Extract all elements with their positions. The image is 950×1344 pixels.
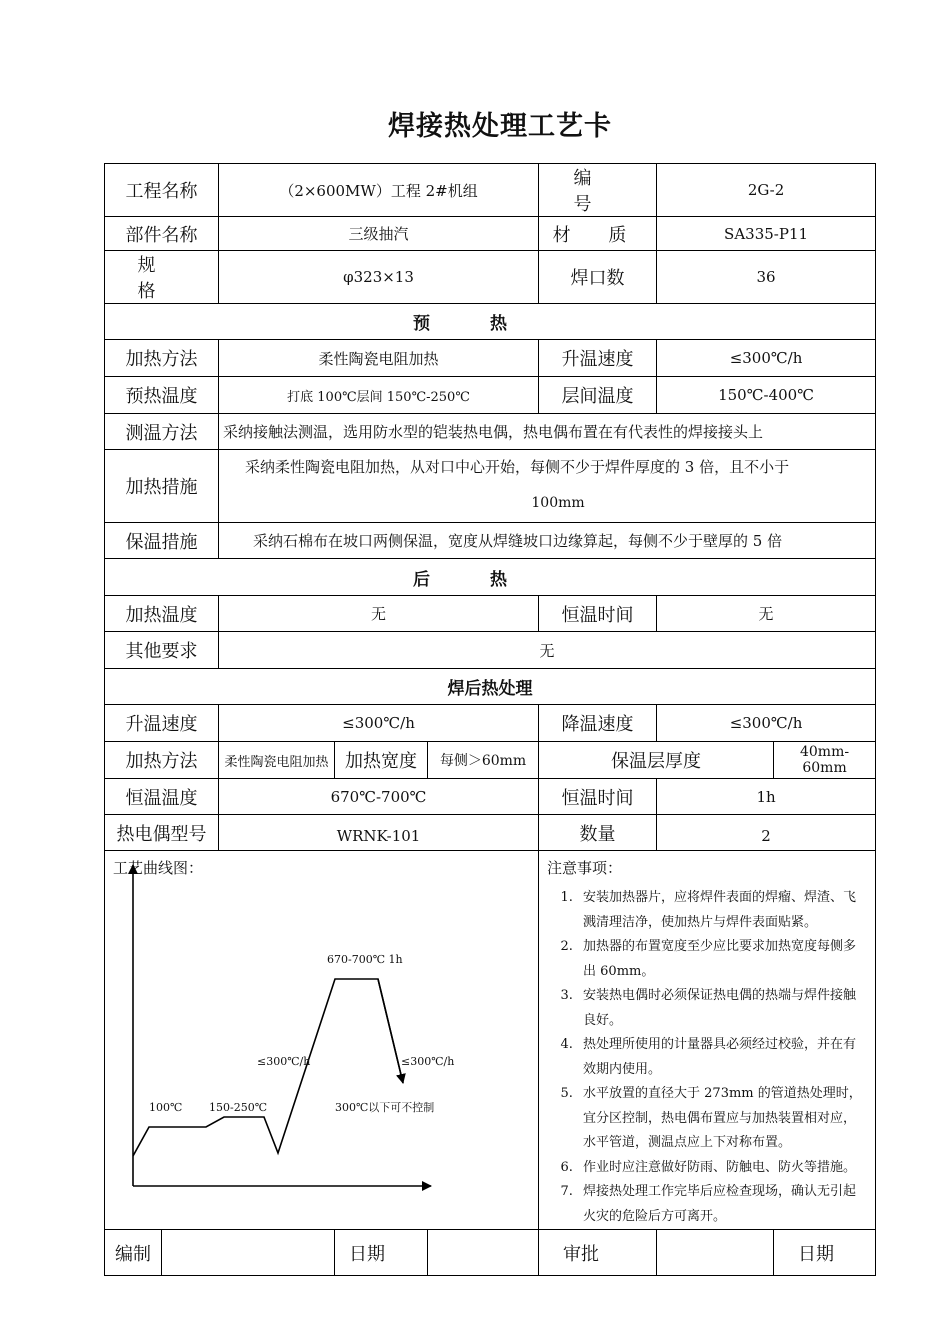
preheat-method-value: 柔性陶瓷电阻加热 <box>219 340 539 377</box>
welds-value: 36 <box>657 251 876 304</box>
material-label: 材 质 <box>539 217 657 251</box>
row-preheat-header <box>105 304 876 340</box>
spec-value: φ323×13 <box>219 251 539 304</box>
label-fall-rate: ≤300℃/h <box>401 1055 455 1068</box>
welds-label: 焊口数 <box>539 251 657 304</box>
pwht-hold-time-value: 1h <box>657 779 876 815</box>
row-part <box>105 217 876 251</box>
page-title: 焊接热处理工艺卡 <box>388 111 612 142</box>
pwht-method-label: 加热方法 <box>105 742 219 779</box>
row-spec <box>105 251 876 304</box>
postheat-temp-label: 加热温度 <box>105 596 219 632</box>
row-insulation <box>105 523 876 559</box>
note-item: 6. 作业时应注意做好防雨、防触电、防火等措施。 <box>577 1156 865 1181</box>
note-item: 1. 安装加热器片，应将焊件表面的焊瘤、焊渣、飞溅清理洁净，使加热片与焊件表面贴紧。 <box>577 886 865 935</box>
pwht-header: 焊后热处理 <box>105 669 876 705</box>
row-pwht-method <box>105 742 876 779</box>
spec-label: 规 格 <box>105 251 219 304</box>
pwht-hold-temp-label: 恒温温度 <box>105 779 219 815</box>
postheat-header: 后热 <box>105 559 876 596</box>
row-pwht-rate <box>105 705 876 742</box>
label-uncontrolled: 300℃以下可不控制 <box>335 1101 435 1114</box>
interpass-label: 层间温度 <box>539 377 657 414</box>
preheat-rate-value: ≤300℃/h <box>657 340 876 377</box>
note-item: 4. 热处理所使用的计量器具必须经过校验，并在有效期内使用。 <box>577 1033 865 1082</box>
pwht-method-value: 柔性陶瓷电阻加热 <box>219 742 335 779</box>
project-value: （2×600MW）工程 2#机组 <box>219 164 539 217</box>
date-label-2: 日期 <box>774 1230 876 1276</box>
compile-field[interactable] <box>162 1230 335 1276</box>
approve-field[interactable] <box>657 1230 774 1276</box>
note-item: 3. 安装热电偶时必须保证热电偶的热端与焊件接触良好。 <box>577 984 865 1033</box>
pwht-tc-model-value: WRNK-101 <box>219 815 539 851</box>
other-label: 其他要求 <box>105 632 219 669</box>
process-card-table <box>104 163 876 1276</box>
row-pwht-header <box>105 669 876 705</box>
number-label: 编 号 <box>539 164 657 217</box>
pwht-width-label: 加热宽度 <box>335 742 428 779</box>
row-preheat-temp <box>105 377 876 414</box>
part-label: 部件名称 <box>105 217 219 251</box>
notes-list <box>539 886 865 1229</box>
preheat-rate-label: 升温速度 <box>539 340 657 377</box>
row-preheat-method <box>105 340 876 377</box>
label-preheat-interpass: 150-250℃ <box>209 1101 268 1114</box>
project-label: 工程名称 <box>105 164 219 217</box>
preheat-method-label: 加热方法 <box>105 340 219 377</box>
postheat-hold-label: 恒温时间 <box>539 596 657 632</box>
pwht-qty-value: 2 <box>657 815 876 851</box>
preheat-header: 预热 <box>105 304 876 340</box>
preheat-temp-label: 预热温度 <box>105 377 219 414</box>
pwht-width-value: 每侧＞60mm <box>428 742 539 779</box>
row-postheat-temp <box>105 596 876 632</box>
pwht-rate-up-value: ≤300℃/h <box>219 705 539 742</box>
note-item: 7. 焊接热处理工作完毕后应检查现场，确认无引起火灾的危险后方可离开。 <box>577 1180 865 1229</box>
cooling-arrow <box>378 979 403 1083</box>
insulation-label: 保温措施 <box>105 523 219 559</box>
pwht-hold-temp-value: 670℃-700℃ <box>219 779 539 815</box>
pwht-rate-up-label: 升温速度 <box>105 705 219 742</box>
pwht-hold-time-label: 恒温时间 <box>539 779 657 815</box>
part-value: 三级抽汽 <box>219 217 539 251</box>
row-signoff <box>105 1230 876 1276</box>
notes-cell <box>539 851 876 1230</box>
row-measure <box>105 414 876 450</box>
heat-measure-label: 加热措施 <box>105 450 219 523</box>
curve-cell <box>105 851 539 1230</box>
material-value: SA335-P11 <box>657 217 876 251</box>
row-pwht-tc <box>105 815 876 851</box>
pwht-insul-thk-label: 保温层厚度 <box>539 742 774 779</box>
pwht-tc-model-label: 热电偶型号 <box>105 815 219 851</box>
note-item: 5. 水平放置的直径大于 273mm 的管道热处理时，宜分区控制，热电偶布置应与加热装置相对应，水平管道，测温点应上下对称布置。 <box>577 1082 865 1156</box>
process-curve-diagram <box>105 851 463 1215</box>
label-rise-rate: ≤300℃/h <box>257 1055 311 1068</box>
postheat-hold-value: 无 <box>657 596 876 632</box>
measure-value: 采纳接触法测温，选用防水型的铠装热电偶，热电偶布置在有代表性的焊接接头上 <box>219 414 876 450</box>
other-value: 无 <box>219 632 876 669</box>
number-value: 2G-2 <box>657 164 876 217</box>
compile-label: 编制 <box>105 1230 162 1276</box>
note-item: 2. 加热器的布置宽度至少应比要求加热宽度每侧多出 60mm。 <box>577 935 865 984</box>
interpass-value: 150℃-400℃ <box>657 377 876 414</box>
heat-measure-value-1: 采纳柔性陶瓷电阻加热，从对口中心开始，每侧不少于焊件厚度的 3 倍，且不小于 <box>245 458 790 476</box>
row-heat-measure <box>105 450 876 523</box>
postheat-temp-value: 无 <box>219 596 539 632</box>
row-project <box>105 164 876 217</box>
notes-title: 注意事项： <box>547 859 623 877</box>
row-pwht-hold <box>105 779 876 815</box>
heat-measure-value-2: 100mm <box>531 495 585 511</box>
measure-label: 测温方法 <box>105 414 219 450</box>
curve-title: 工艺曲线图： <box>113 859 204 877</box>
insulation-value: 采纳石棉布在坡口两侧保温，宽度从焊缝坡口边缘算起，每侧不少于壁厚的 5 倍 <box>219 523 876 559</box>
row-postheat-header <box>105 559 876 596</box>
pwht-rate-down-label: 降温速度 <box>539 705 657 742</box>
row-other <box>105 632 876 669</box>
date-field-1[interactable] <box>428 1230 539 1276</box>
pwht-qty-label: 数量 <box>539 815 657 851</box>
label-hold: 670-700℃ 1h <box>327 953 403 966</box>
pwht-insul-thk-value: 40mm-60mm <box>774 742 876 779</box>
approve-label: 审批 <box>539 1230 657 1276</box>
row-curve-notes <box>105 851 876 1230</box>
pwht-rate-down-value: ≤300℃/h <box>657 705 876 742</box>
date-label-1: 日期 <box>335 1230 428 1276</box>
preheat-temp-value: 打底 100℃层间 150℃-250℃ <box>219 377 539 414</box>
label-preheat-root: 100℃ <box>149 1101 183 1114</box>
heat-measure-cell <box>219 450 876 523</box>
